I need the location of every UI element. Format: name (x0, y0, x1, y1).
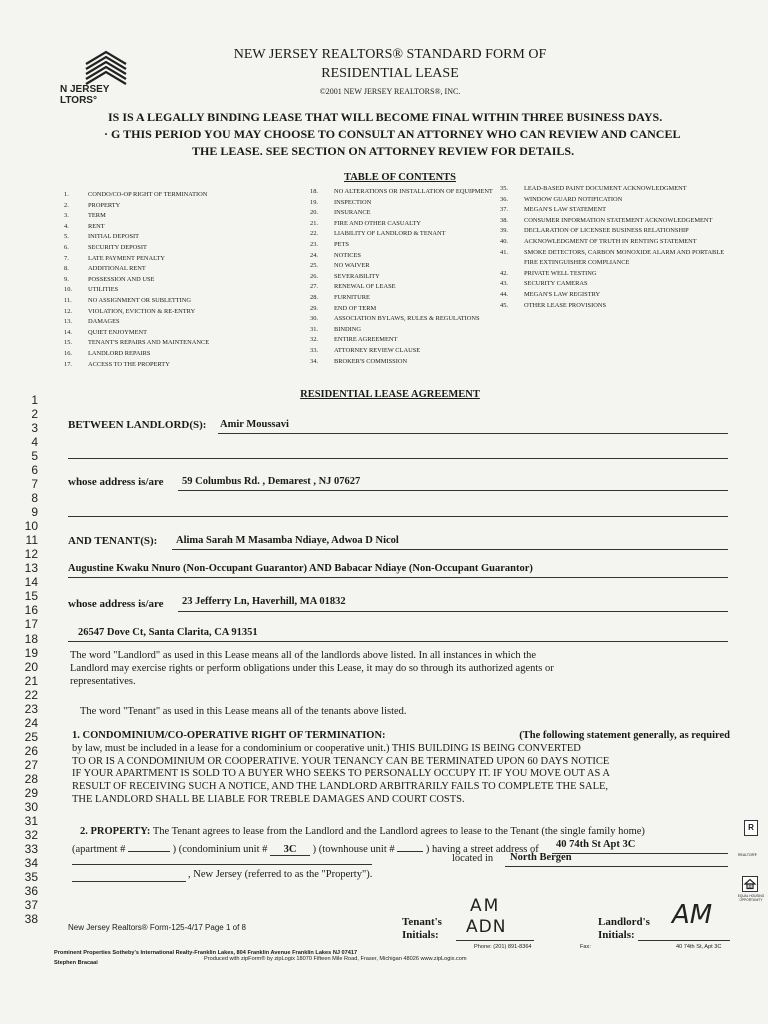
toc-item-title: VIOLATION, EVICTION & RE-ENTRY (88, 307, 196, 315)
condo-line4: IF YOUR APARTMENT IS SOLD TO A BUYER WHO SEEKS TO PERSONALLY OCCUPY IT. IF YOU MOVE OUT AS A (72, 768, 610, 780)
toc-item-number: 33. (310, 346, 318, 354)
toc-item-number: 18. (310, 188, 318, 195)
toc-item-title: LANDLORD REPAIRS (88, 349, 151, 357)
townhouse-blank[interactable] (397, 841, 423, 852)
county-underline (72, 881, 186, 882)
tenant-names-line2-underline (68, 577, 728, 578)
toc-item-number: 15. (64, 339, 72, 347)
form-title-line1: NEW JERSEY REALTORS® STANDARD FORM OF (233, 47, 547, 62)
toc-item-number: 25. (310, 262, 318, 270)
toc-item-number: 22. (310, 230, 318, 238)
line-number: 5 (31, 449, 38, 464)
landlord-def-line2: Landlord may exercise rights or perform obligations under this Lease, it may do so through its authorized agents or (70, 662, 554, 674)
toc-item-title: ADDITIONAL RENT (88, 265, 146, 273)
tenant-address-row (68, 598, 164, 610)
toc-item-title: LATE PAYMENT PENALTY (88, 254, 165, 262)
toc-item (500, 290, 728, 301)
toc-item-number: 8. (64, 265, 69, 273)
toc-item-title: ACCESS TO THE PROPERTY (88, 360, 170, 368)
toc-item (64, 338, 294, 349)
street-address-value[interactable]: 40 74th St Apt 3C (556, 839, 636, 850)
toc-item-number: 23. (310, 240, 318, 248)
toc-item-number: 21. (310, 219, 318, 227)
toc-item-title: LEAD-BASED PAINT DOCUMENT ACKNOWLEDGMENT (524, 185, 687, 192)
toc-item-number: 19. (310, 198, 318, 206)
toc-item (310, 314, 535, 325)
line-number: 16 (24, 603, 38, 618)
toc-item-title: SECURITY CAMERAS (524, 280, 588, 288)
toc-item-number: 1. (64, 191, 69, 198)
located-in-value[interactable]: North Bergen (510, 852, 572, 863)
line-number: 4 (31, 435, 38, 450)
logo-line-1: N JERSEY (60, 84, 110, 95)
toc-item (500, 279, 728, 290)
tenant-initials-block (402, 916, 442, 942)
toc-item-number: 42. (500, 269, 508, 277)
between-landlord-label: BETWEEN LANDLORD(S): (68, 419, 207, 431)
toc-item (310, 357, 535, 368)
toc-item (64, 360, 294, 371)
toc-item-number: 2. (64, 201, 69, 209)
toc-item (64, 275, 294, 286)
street-label: ) having a street address of (425, 844, 539, 855)
tenants-row (68, 535, 157, 547)
fax-label: Fax: (580, 944, 591, 950)
toc-item (64, 190, 294, 201)
line-number: 17 (24, 617, 38, 632)
located-in-underline (505, 866, 728, 867)
toc-item-number: 31. (310, 325, 318, 333)
landlord-name-value[interactable]: Amir Moussavi (220, 419, 289, 430)
toc-item-number: 3. (64, 212, 69, 220)
toc-item-title: ENTIRE AGREEMENT (334, 336, 398, 344)
landlord-address-row (68, 476, 164, 488)
line-number: 21 (24, 673, 38, 688)
toc-item-number: 38. (500, 216, 508, 224)
equal-housing-icon (742, 876, 758, 892)
landlord-initials-underline (638, 940, 730, 941)
toc-item-title: INITIAL DEPOSIT (88, 233, 140, 241)
landlord-address-value[interactable]: 59 Columbus Rd. , Demarest , NJ 07627 (182, 476, 361, 487)
toc-item-title: FURNITURE (334, 293, 370, 301)
line-number: 15 (24, 589, 38, 604)
toc-item (64, 243, 294, 254)
toc-item-title: BROKER'S COMMISSION (334, 357, 408, 365)
equal-housing-caption: EQUAL HOUSING OPPORTUNITY (737, 894, 765, 902)
toc-item (64, 232, 294, 243)
zipform-credit: Produced with zipForm® by zipLogix 18070 Fifteen Mile Road, Fraser, Michigan 48026 www.zipLogix.com (204, 956, 467, 962)
toc-item-number: 41. (500, 248, 508, 256)
toc-item-number: 40. (500, 237, 508, 245)
toc-item-number: 14. (64, 328, 72, 336)
line-number: 1 (31, 393, 38, 407)
line-number: 20 (24, 659, 38, 674)
toc-item-title: QUIET ENJOYMENT (88, 328, 147, 336)
toc-item (500, 195, 728, 206)
toc-item (64, 349, 294, 360)
toc-item-title: CONSUMER INFORMATION STATEMENT ACKNOWLEDGEMENT (524, 216, 713, 224)
toc-item-title: ATTORNEY REVIEW CLAUSE (334, 346, 421, 354)
toc-item-number: 27. (310, 283, 318, 291)
landlord-def-line1: The word "Landlord" as used in this Lease means all of the landlords above listed. In all instances in which the (70, 650, 537, 661)
toc-item (500, 248, 728, 269)
line-number: 8 (31, 491, 38, 506)
line-number: 36 (24, 884, 38, 899)
tenant-address-line2-underline (68, 641, 728, 642)
property-section-line1 (80, 826, 730, 839)
toc-item-title: FIRE AND OTHER CASUALTY (334, 219, 421, 227)
brokerage-line: Prominent Properties Sotheby's International Realty-Franklin Lakes, 804 Franklin Avenue Franklin Lakes NJ 07417 (54, 950, 358, 956)
new-jersey-property-label: , New Jersey (referred to as the "Property"). (188, 869, 373, 880)
line-number: 31 (24, 813, 38, 828)
line-number: 7 (31, 477, 38, 492)
toc-item-title: TENANT'S REPAIRS AND MAINTENANCE (88, 339, 210, 347)
toc-item-number: 26. (310, 272, 318, 280)
line-number: 13 (24, 561, 38, 576)
landlord-row (68, 419, 206, 431)
line-number: 26 (24, 743, 38, 758)
landlord-address-underline (178, 490, 728, 491)
toc-item-title: SMOKE DETECTORS, CARBON MONOXIDE ALARM AND PORTABLE FIRE EXTINGUISHER COMPLIANCE (524, 248, 725, 267)
toc-item-title: ASSOCIATION BYLAWS, RULES & REGULATIONS (334, 315, 480, 323)
toc-item-number: 11. (64, 296, 72, 304)
tenant-initials-label-1: Tenant's (402, 916, 442, 928)
toc-item-title: INSPECTION (334, 198, 372, 206)
toc-item-title: TERM (88, 212, 106, 220)
toc-item-number: 10. (64, 286, 72, 294)
toc-item (64, 211, 294, 222)
toc-item-title: MEGAN'S LAW REGISTRY (524, 290, 601, 298)
property-heading: 2. PROPERTY: (80, 826, 151, 837)
blank-line-5 (68, 458, 728, 459)
toc-item-number: 12. (64, 307, 72, 315)
toc-item (310, 335, 535, 346)
toc-item-title: UTILITIES (88, 286, 119, 294)
toc-column-3 (500, 184, 728, 311)
landlord-def-line3: representatives. (70, 675, 136, 687)
toc-item-number: 45. (500, 301, 508, 309)
toc-column-1 (64, 190, 294, 370)
toc-item-title: RENT (88, 222, 105, 230)
toc-item-title: PROPERTY (88, 201, 121, 209)
toc-item-title: DAMAGES (88, 318, 120, 326)
landlord-name-underline (218, 433, 728, 434)
toc-item (64, 296, 294, 307)
line-number: 18 (24, 631, 38, 646)
toc-item-title: CONDO/CO-OP RIGHT OF TERMINATION (88, 191, 208, 198)
apartment-label: (apartment # (72, 844, 126, 855)
tenant-initials-signature-2[interactable]: ADN (466, 917, 507, 937)
line-number: 2 (31, 407, 38, 422)
toc-item (64, 201, 294, 212)
toc-item-number: 9. (64, 275, 69, 283)
located-in-label: located in (452, 853, 494, 864)
line-number: 6 (31, 463, 38, 478)
tenant-names-line2-value[interactable]: Augustine Kwaku Nnuro (Non-Occupant Guarantor) AND Babacar Ndiaye (Non-Occupant Guarantor) (68, 563, 533, 574)
toc-item-number: 37. (500, 206, 508, 214)
toc-item-number: 17. (64, 360, 72, 368)
tenant-address-label: whose address is/are (68, 598, 164, 610)
toc-item-title: ACKNOWLEDGMENT OF TRUTH IN RENTING STATEMENT (524, 237, 697, 245)
toc-item-title: OTHER LEASE PROVISIONS (524, 301, 607, 309)
toc-item-title: NO ALTERATIONS OR INSTALLATION OF EQUIPMENT (334, 188, 493, 195)
line-number: 3 (31, 421, 38, 436)
line-number: 32 (24, 827, 38, 842)
line-number: 29 (24, 785, 38, 800)
tenants-label: AND TENANT(S): (68, 535, 158, 547)
warning-line2: · G THIS PERIOD YOU MAY CHOOSE TO CONSULT AN ATTORNEY WHO CAN REVIEW AND CANCEL (104, 127, 681, 141)
tenant-names-value[interactable]: Alima Sarah M Masamba Ndiaye, Adwoa D Nicol (176, 535, 399, 546)
street-address-underline (552, 853, 728, 854)
toc-item (500, 216, 728, 227)
toc-item (64, 285, 294, 296)
toc-item (64, 222, 294, 233)
toc-item (500, 301, 728, 312)
line-number: 14 (24, 575, 38, 590)
toc-item-number: 7. (64, 254, 69, 262)
tenant-initials-underline (456, 940, 534, 941)
toc-item-title: INSURANCE (334, 209, 371, 217)
toc-item-number: 5. (64, 233, 69, 241)
toc-item (64, 264, 294, 275)
toc-item (500, 184, 728, 195)
condo-line1 (72, 730, 730, 743)
copyright-notice: ©2001 NEW JERSEY REALTORS®, INC. (319, 87, 461, 96)
landlord-initials-label-1: Landlord's (598, 916, 650, 928)
logo-line-2: LTORS° (60, 95, 97, 106)
form-page-info: New Jersey Realtors® Form-125-4/17 Page 1 of 8 (68, 923, 246, 932)
line-number: 10 (24, 519, 38, 534)
condo-heading: 1. CONDOMINIUM/CO-OPERATIVE RIGHT OF TERMINATION: (72, 730, 386, 741)
line-number: 22 (24, 687, 38, 702)
toc-item (64, 328, 294, 339)
toc-item-title: SECURITY DEPOSIT (88, 243, 147, 251)
condo-intro: (The following statement generally, as required (519, 730, 730, 741)
line-number: 33 (24, 841, 38, 856)
toc-item (64, 254, 294, 265)
warning-line3: THE LEASE. SEE SECTION ON ATTORNEY REVIEW FOR DETAILS. (192, 144, 575, 158)
tenant-address-value[interactable]: 23 Jefferry Ln, Haverhill, MA 01832 (182, 596, 346, 607)
line-number: 9 (31, 505, 38, 520)
toc-item-title: POSSESSION AND USE (88, 275, 155, 283)
condo-line3: TO OR IS A CONDOMINIUM OR COOPERATIVE. YOUR TENANCY CAN BE TERMINATED UPON 60 DAYS NOTICE (72, 755, 610, 767)
toc-item-title: PRIVATE WELL TESTING (524, 269, 597, 277)
tenant-initials-signature-1[interactable]: AM (470, 896, 501, 916)
townhouse-label: ) (townhouse unit # (312, 844, 395, 855)
street-line2-underline (72, 864, 372, 865)
toc-title: TABLE OF CONTENTS (343, 172, 457, 183)
condo-line5: RESULT OF RECEIVING SUCH A NOTICE, AND THE LANDLORD ARBITRARILY FAILS TO COMPLETE THE SALE, (72, 781, 609, 793)
toc-item-title: BINDING (334, 325, 361, 333)
landlord-definition (70, 650, 730, 688)
toc-item-number: 34. (310, 357, 318, 365)
toc-item-title: END OF TERM (334, 304, 377, 312)
toc-item-title: DECLARATION OF LICENSEE BUSINESS RELATIONSHIP (524, 227, 689, 235)
toc-item-number: 36. (500, 195, 508, 203)
line-number: 25 (24, 729, 38, 744)
toc-item (500, 205, 728, 216)
agreement-heading: RESIDENTIAL LEASE AGREEMENT (300, 389, 480, 400)
realtor-caption: REALTOR® (738, 853, 757, 857)
toc-item-title: NOTICES (334, 251, 361, 259)
toc-item-title: RENEWAL OF LEASE (334, 283, 396, 291)
toc-item-title: WINDOW GUARD NOTIFICATION (524, 195, 623, 203)
condo-termination-section (72, 730, 730, 807)
line-number: 30 (24, 799, 38, 814)
line-number: 35 (24, 870, 38, 885)
condo-line2: by law, must be included in a lease for a condominium or cooperative unit.) THIS BUILDING IS BEING CONVERTED (72, 742, 581, 754)
toc-item (310, 346, 535, 357)
toc-item (64, 317, 294, 328)
toc-item-number: 13. (64, 318, 72, 326)
warning-line1: IS IS A LEGALLY BINDING LEASE THAT WILL BECOME FINAL WITHIN THREE BUSINESS DAYS. (108, 110, 663, 124)
toc-item-title: LIABILITY OF LANDLORD & TENANT (334, 230, 446, 238)
line-number: 28 (24, 771, 38, 786)
toc-item-number: 28. (310, 293, 318, 301)
toc-item-number: 32. (310, 336, 318, 344)
line-number: 37 (24, 898, 38, 913)
agent-name: Stephen Bracaai (54, 960, 98, 966)
toc-item-number: 6. (64, 243, 69, 251)
form-title-line2: RESIDENTIAL LEASE (321, 66, 459, 81)
line-number: 12 (24, 547, 38, 562)
condo-unit-label: ) (condominium unit # (172, 844, 268, 855)
line-number: 27 (24, 757, 38, 772)
phone-number: Phone: (201) 891-8364 (474, 944, 532, 950)
toc-item-title: NO ASSIGNMENT OR SUBLETTING (88, 296, 192, 304)
line-number: 34 (24, 855, 38, 870)
toc-item-title: SEVERABILITY (334, 272, 380, 280)
property-reference: 40 74th St, Apt 3C (676, 944, 722, 950)
line-number: 19 (24, 645, 38, 660)
condo-unit-value[interactable]: 3C (270, 844, 310, 856)
toc-item-number: 39. (500, 227, 508, 235)
tenant-names-underline (172, 549, 728, 550)
toc-item-number: 43. (500, 280, 508, 288)
toc-item-number: 30. (310, 315, 318, 323)
landlord-initials-label-2: Initials: (598, 929, 635, 941)
toc-item-title: NO WAIVER (334, 262, 370, 270)
line-number: 11 (25, 533, 38, 548)
landlord-initials-signature[interactable]: AM (672, 900, 713, 930)
toc-item-title: PETS (334, 240, 349, 248)
line-number: 24 (24, 715, 38, 730)
condo-line6: THE LANDLORD SHALL BE LIABLE FOR TREBLE DAMAGES AND COURT COSTS. (72, 793, 465, 805)
toc-item (500, 226, 728, 237)
tenant-address-line2-value[interactable]: 26547 Dove Ct, Santa Clarita, CA 91351 (78, 627, 258, 638)
tenant-definition: The word "Tenant" as used in this Lease means all of the tenants above listed. (80, 706, 407, 717)
toc-item-number: 35. (500, 185, 508, 192)
landlord-initials-block (598, 916, 650, 942)
logo-wordmark (60, 84, 109, 106)
apartment-blank[interactable] (128, 841, 170, 852)
realtor-logo-icon: R (744, 820, 758, 836)
line-number: 38 (24, 912, 38, 927)
tenant-address-underline (178, 611, 728, 612)
toc-item (64, 307, 294, 318)
toc-item-number: 29. (310, 304, 318, 312)
tenant-initials-label-2: Initials: (402, 929, 439, 941)
toc-item (500, 269, 728, 280)
landlord-address-label: whose address is/are (68, 476, 164, 488)
toc-item (500, 237, 728, 248)
property-intro: The Tenant agrees to lease from the Landlord and the Landlord agrees to lease to the Tenant (the single family home) (152, 826, 645, 837)
toc-item-title: MEGAN'S LAW STATEMENT (524, 206, 607, 214)
line-number: 23 (24, 701, 38, 716)
toc-item (310, 325, 535, 336)
toc-item-number: 16. (64, 349, 72, 357)
toc-item-number: 24. (310, 251, 318, 259)
toc-item-number: 20. (310, 209, 318, 217)
toc-item-number: 44. (500, 290, 508, 298)
blank-line-9 (68, 516, 728, 517)
toc-item-number: 4. (64, 222, 69, 230)
